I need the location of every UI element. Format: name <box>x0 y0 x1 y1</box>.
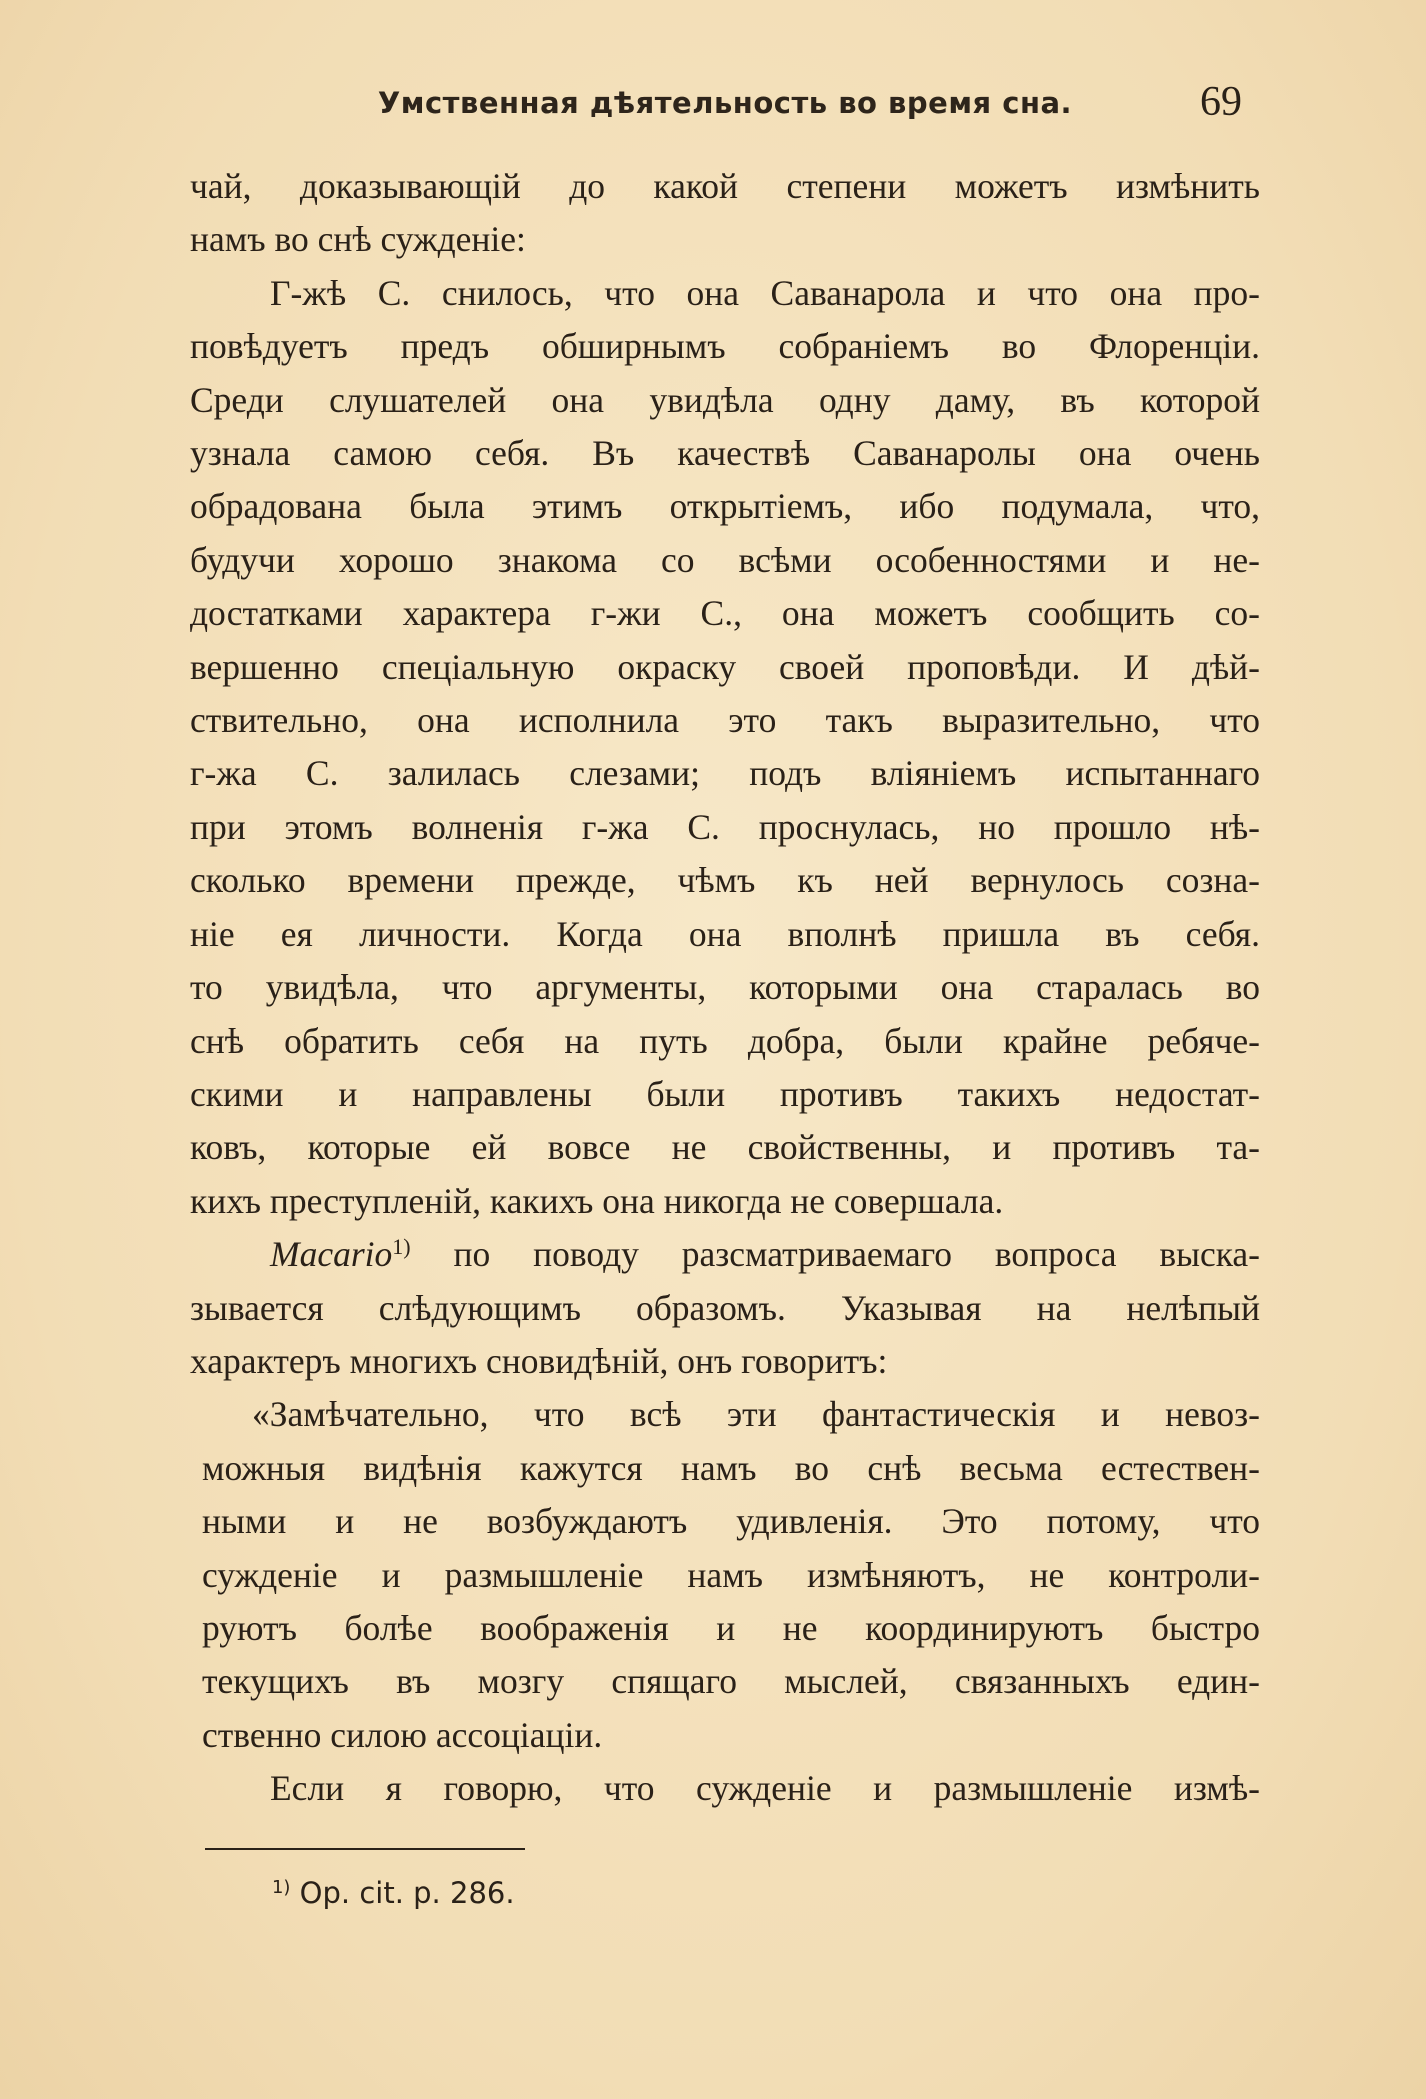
text-line: ственно силою ассоціаціи. <box>202 1714 603 1755</box>
text-line: вершенно спеціальную окраску своей проповѣди. И дѣй- <box>190 646 1260 687</box>
page-number: 69 <box>1200 79 1242 125</box>
text-line: текущихъ въ мозгу спящаго мыслей, связанныхъ един- <box>202 1661 1260 1702</box>
text-line: г-жа С. залилась слезами; подъ вліяніемъ испытаннаго <box>190 753 1260 794</box>
paragraph-3 <box>190 1228 1260 1388</box>
text-line: сколько времени прежде, чѣмъ къ ней вернулось созна- <box>190 860 1260 901</box>
footnote-mark: 1) <box>272 1877 291 1899</box>
text-line: ствительно, она исполнила это такъ выразительно, что <box>190 700 1260 741</box>
text-line: можныя видѣнія кажутся намъ во снѣ весьма естествен- <box>202 1447 1260 1488</box>
text-line: кихъ преступленій, какихъ она никогда не совершала. <box>190 1180 1004 1221</box>
footnote-text: Op. cit. p. 286. <box>290 1876 515 1910</box>
paragraph-2 <box>190 267 1260 1228</box>
running-title: Умственная дѣятельность во время сна. <box>377 86 1073 120</box>
text-line: достатками характера г-жи С., она можетъ сообщить со- <box>190 593 1260 634</box>
text-line: ковъ, которые ей вовсе не свойственны, и противъ та- <box>190 1127 1260 1168</box>
paragraph-5 <box>190 1762 1260 1815</box>
text-line: узнала самою себя. Въ качествѣ Саванаролы она очень <box>190 433 1260 474</box>
text-line: Среди слушателей она увидѣла одну даму, въ которой <box>190 379 1260 420</box>
footnote <box>272 1876 515 1910</box>
text-line: скими и направлены были противъ такихъ недостат- <box>190 1073 1260 1114</box>
text-line: то увидѣла, что аргументы, которыми она старалась во <box>190 967 1260 1008</box>
footnote-reference: 1) <box>392 1234 411 1260</box>
text-line: намъ во снѣ сужденіе: <box>190 219 526 260</box>
text-line: сужденіе и размышленіе намъ измѣняютъ, не контроли- <box>202 1554 1260 1595</box>
text-line: «Замѣчательно, что всѣ эти фантастическія и невоз- <box>252 1394 1260 1435</box>
text-line: при этомъ волненія г-жа С. проснулась, но прошло нѣ- <box>190 806 1260 847</box>
body-text <box>190 160 1260 1816</box>
quotation <box>190 1388 1260 1762</box>
text-line: Если я говорю, что сужденіе и размышленіе измѣ- <box>270 1768 1260 1809</box>
author-name: Macario <box>270 1234 393 1275</box>
text-line <box>190 1228 1260 1281</box>
paragraph-1 <box>190 160 1260 267</box>
text-line: будучи хорошо знакома со всѣми особенностями и не- <box>190 539 1260 580</box>
text-line: Г-жѣ С. снилось, что она Саванарола и что она про- <box>270 272 1260 313</box>
text-line: зывается слѣдующимъ образомъ. Указывая на нелѣпый <box>190 1287 1260 1328</box>
text-line: ніе ея личности. Когда она вполнѣ пришла въ себя. <box>190 913 1260 954</box>
text-line: чай, доказывающій до какой степени можетъ измѣнить <box>190 166 1260 206</box>
text-line: снѣ обратить себя на путь добра, были крайне ребяче- <box>190 1020 1260 1061</box>
text-line: повѣдуетъ предъ обширнымъ собраніемъ во Флоренціи. <box>190 326 1260 367</box>
text-line: ными и не возбуждаютъ удивленія. Это потому, что <box>202 1501 1260 1542</box>
text-line: обрадована была этимъ открытіемъ, ибо подумала, что, <box>190 486 1260 527</box>
running-header <box>190 79 1260 134</box>
text-line: характеръ многихъ сновидѣній, онъ говоритъ: <box>190 1340 888 1381</box>
text-fragment: по поводу разсматриваемаго вопроса выска- <box>410 1234 1260 1275</box>
footnote-rule <box>205 1848 525 1850</box>
text-line: руютъ болѣе воображенія и не координируютъ быстро <box>202 1607 1260 1648</box>
